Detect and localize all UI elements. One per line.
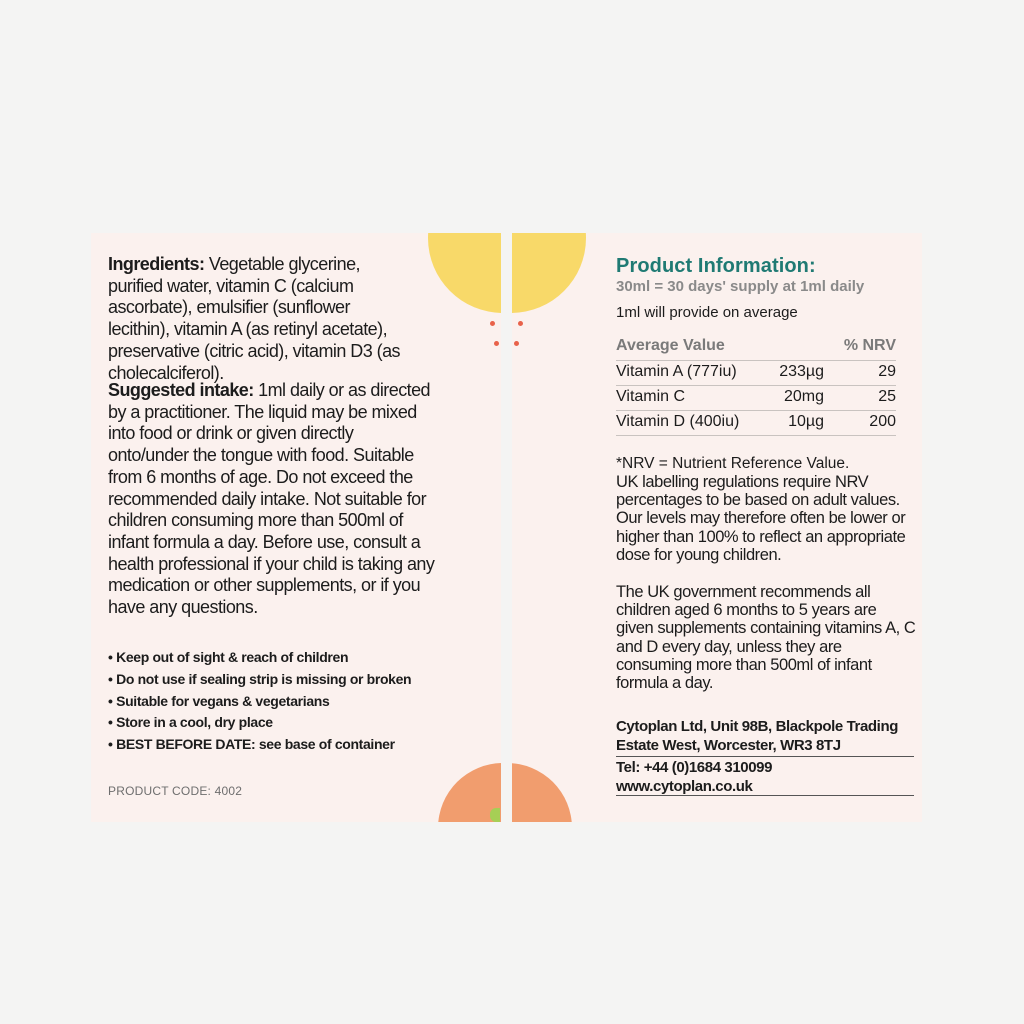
list-item: • Suitable for vegans & vegetarians: [108, 692, 330, 709]
table-row: [616, 411, 896, 436]
provides-text: 1ml will provide on average: [616, 304, 798, 321]
table-row: [616, 386, 896, 411]
nrv-definition: *NRV = Nutrient Reference Value.: [616, 455, 850, 472]
list-item: • Store in a cool, dry place: [108, 714, 273, 731]
header-average-value: Average Value: [616, 334, 832, 361]
address-line: Cytoplan Ltd, Unit 98B, Blackpole Trading: [616, 718, 898, 735]
warnings-list: [108, 647, 468, 756]
nutrient-amount: 20mg: [767, 386, 832, 411]
divider: [616, 756, 914, 757]
ingredients-text: Vegetable glycerine, purified water, vitamin C (calcium ascorbate), emulsifier (sunflower lecithin), vitamin A (as retinyl acetate), preservative (citric acid), vitamin D3 (as cholecalciferol).: [108, 254, 400, 383]
dot-decoration: [518, 321, 523, 326]
company-contact: [616, 758, 914, 796]
nutrient-name: Vitamin A (777iu): [616, 361, 767, 386]
label-right-panel: [512, 233, 922, 822]
nutrient-amount: 10µg: [767, 411, 832, 436]
product-info-title: Product Information:: [616, 255, 816, 277]
nutrient-amount: 233µg: [767, 361, 832, 386]
divider: [616, 795, 914, 796]
intake-label: Suggested intake:: [108, 380, 254, 400]
intake-text: 1ml daily or as directed by a practitioner. The liquid may be mixed into food or drink or given directly onto/under the tongue with food. Suitable from 6 months of age. Do not exceed the recommended daily intake. Not suitable for children consuming more than 500ml of infant formula a day. Before use, consult a health professional if your child is taking any medication or other supplements, or if you have any questions.: [108, 380, 435, 618]
table-row: [616, 361, 896, 386]
nutrient-name: Vitamin C: [616, 386, 767, 411]
orange-circle-decoration: [512, 763, 572, 822]
dot-decoration: [514, 341, 519, 346]
nutrient-nrv: 25: [832, 386, 896, 411]
yellow-circle-decoration: [512, 233, 586, 313]
company-address: [616, 717, 914, 755]
supply-text: 30ml = 30 days' supply at 1ml daily: [616, 278, 865, 295]
nrv-note-section: [616, 454, 916, 564]
phone-number: Tel: +44 (0)1684 310099: [616, 759, 773, 776]
nutrition-table: [616, 334, 896, 436]
list-item: • Keep out of sight & reach of children: [108, 649, 349, 665]
ingredients-label: Ingredients:: [108, 254, 205, 274]
green-leaf-decoration: [490, 808, 500, 822]
product-code: PRODUCT CODE: 4002: [108, 784, 243, 798]
ingredients-section: [108, 254, 408, 384]
dot-decoration: [490, 321, 495, 326]
nutrient-name: Vitamin D (400iu): [616, 411, 767, 436]
header-nrv: % NRV: [832, 334, 896, 361]
list-item: • BEST BEFORE DATE: see base of container: [108, 736, 395, 753]
nutrient-nrv: 29: [832, 361, 896, 386]
dot-decoration: [494, 341, 499, 346]
yellow-circle-decoration: [428, 233, 501, 313]
label-left-panel: [91, 233, 501, 822]
list-item: • Do not use if sealing strip is missing or broken: [108, 670, 412, 687]
nutrient-nrv: 200: [832, 411, 896, 436]
government-note: The UK government recommends all children aged 6 months to 5 years are given supplements containing vitamins A, C and D every day, unless they are consuming more than 500ml of infant formula a day.: [616, 583, 916, 693]
table-header-row: [616, 334, 896, 361]
suggested-intake-section: [108, 380, 438, 619]
labelling-note: UK labelling regulations require NRV percentages to be based on adult values. Our levels may therefore often be lower or higher than 100% to reflect an appropriate dose for young children.: [616, 473, 906, 564]
address-line: Estate West, Worcester, WR3 8TJ: [616, 737, 841, 754]
website-link: www.cytoplan.co.uk: [616, 778, 753, 795]
